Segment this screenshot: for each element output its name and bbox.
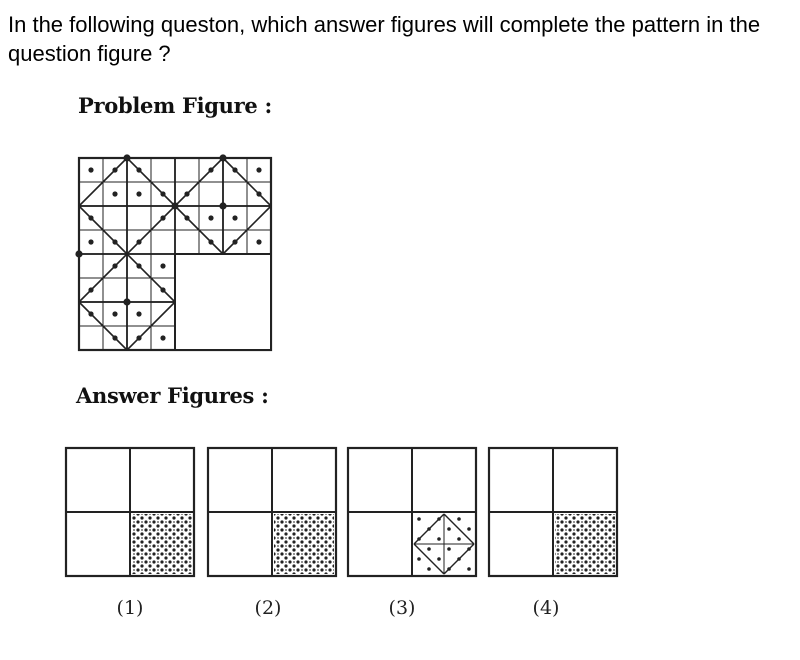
answer-figures-heading: Answer Figures :	[76, 383, 269, 408]
dot-mark	[447, 527, 451, 531]
dot-mark	[427, 527, 431, 531]
dot-mark	[457, 557, 461, 561]
vertex-dot	[219, 202, 226, 209]
dot-mark	[112, 191, 117, 196]
dot-mark	[447, 547, 451, 551]
dot-mark	[160, 215, 165, 220]
dot-mark	[427, 547, 431, 551]
vertex-dot	[171, 202, 178, 209]
dot-mark	[88, 311, 93, 316]
answer-option-2[interactable]	[208, 448, 336, 619]
dot-mark	[136, 311, 141, 316]
dot-mark	[417, 557, 421, 561]
dot-mark	[112, 335, 117, 340]
dot-mark	[437, 517, 441, 521]
vertex-dot	[123, 298, 130, 305]
vertex-dot	[123, 154, 130, 161]
dot-mark	[427, 567, 431, 571]
dot-mark	[88, 167, 93, 172]
dot-mark	[457, 517, 461, 521]
vertex-dot	[219, 154, 226, 161]
answer-option-label: (4)	[532, 597, 560, 619]
dot-mark	[417, 517, 421, 521]
problem-figure-heading: Problem Figure :	[78, 93, 272, 118]
dot-mark	[447, 567, 451, 571]
missing-block	[175, 254, 271, 350]
dot-mark	[232, 215, 237, 220]
answer-option-label: (1)	[116, 597, 144, 619]
answer-option-4[interactable]	[489, 448, 617, 619]
dot-mark	[160, 287, 165, 292]
problem-figure	[75, 154, 271, 350]
dot-mark	[457, 537, 461, 541]
vertex-dot	[75, 250, 82, 257]
dot-mark	[112, 263, 117, 268]
dot-mark	[417, 537, 421, 541]
dot-mark	[88, 215, 93, 220]
dot-mark	[184, 215, 189, 220]
dot-mark	[208, 167, 213, 172]
answer-option-label: (2)	[254, 597, 282, 619]
dot-mark	[208, 239, 213, 244]
dot-mark	[136, 167, 141, 172]
dot-mark	[232, 239, 237, 244]
answer-option-3[interactable]	[348, 448, 476, 619]
dot-mark	[232, 167, 237, 172]
dot-mark	[467, 547, 471, 551]
dot-mark	[112, 311, 117, 316]
dot-mark	[136, 239, 141, 244]
dot-mark	[112, 167, 117, 172]
dot-mark	[184, 191, 189, 196]
dot-mark	[88, 239, 93, 244]
question-text: In the following queston, which answer figures will complete the pattern in the question figure ?	[8, 12, 761, 66]
dot-mark	[256, 167, 261, 172]
dot-mark	[160, 335, 165, 340]
dot-mark	[437, 537, 441, 541]
answer-fill	[132, 514, 192, 574]
dot-mark	[112, 239, 117, 244]
dot-mark	[208, 215, 213, 220]
dot-mark	[437, 557, 441, 561]
dot-mark	[160, 263, 165, 268]
dot-mark	[136, 191, 141, 196]
dot-mark	[136, 335, 141, 340]
dot-mark	[467, 567, 471, 571]
answer-option-label: (3)	[388, 597, 416, 619]
dot-mark	[136, 263, 141, 268]
dot-mark	[256, 191, 261, 196]
dot-mark	[88, 287, 93, 292]
answer-fill	[274, 514, 334, 574]
answer-fill	[555, 514, 615, 574]
dot-mark	[467, 527, 471, 531]
answer-option-1[interactable]	[66, 448, 194, 619]
dot-mark	[256, 239, 261, 244]
dot-mark	[160, 191, 165, 196]
